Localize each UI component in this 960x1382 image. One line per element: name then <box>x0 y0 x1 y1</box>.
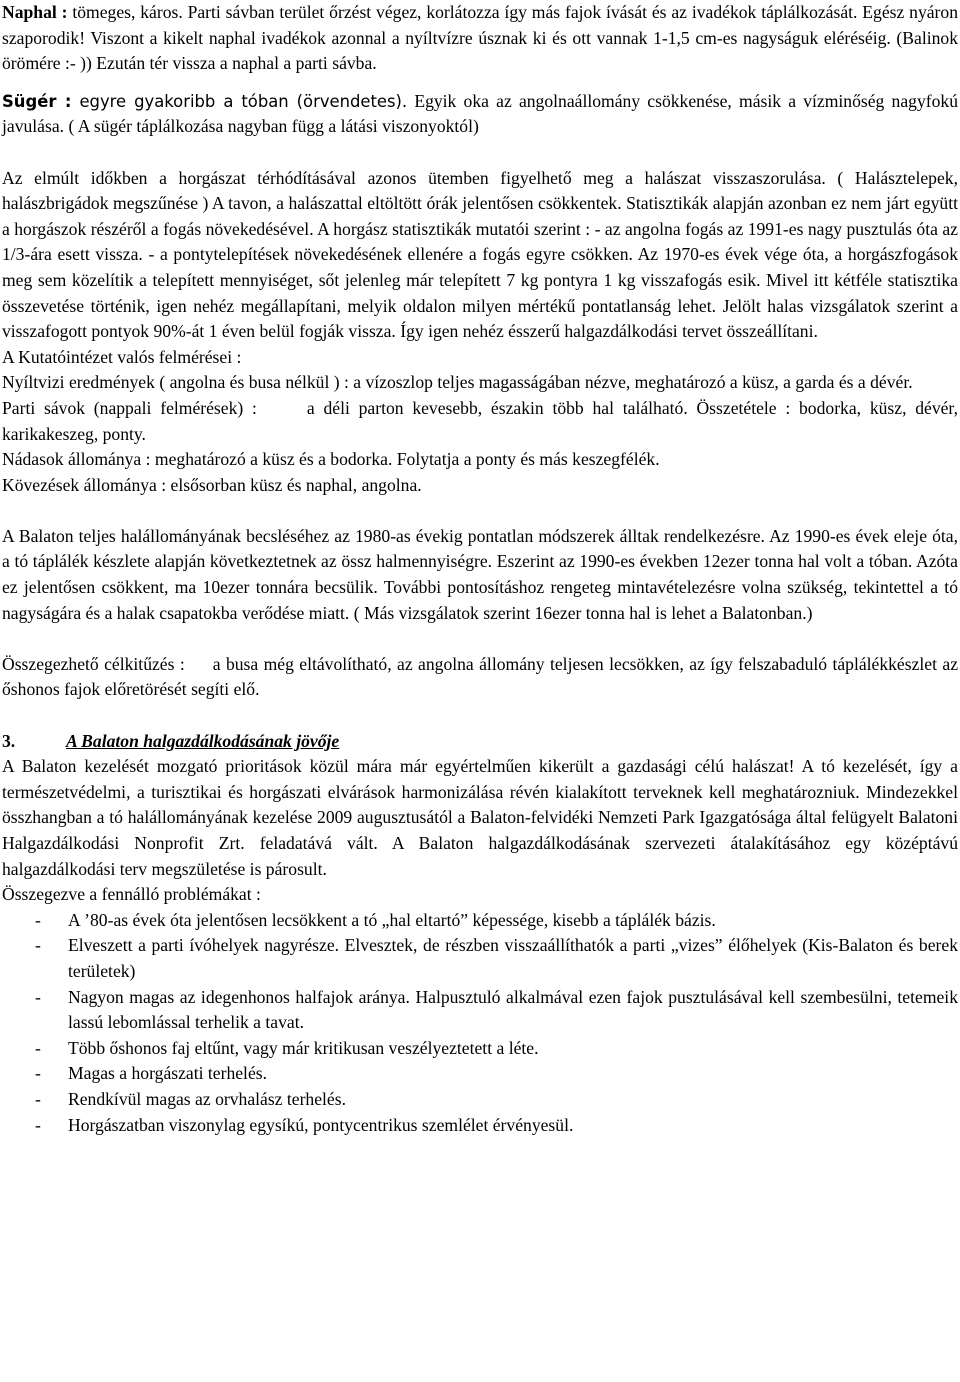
kutato-title: A Kutatóintézet valós felmérései : <box>2 346 242 367</box>
list-item: - Több őshonos faj eltűnt, vagy már kritikusan veszélyeztetett a léte. <box>2 1036 958 1062</box>
paragraph-suger <box>2 89 958 140</box>
suger-text: Egyik oka az angolnaállomány csökkenése, másik a vízminőség nagyfokú javulása. ( A sügér táplálkozása nagyban függ a látási viszonyoktól) <box>2 90 958 137</box>
list-marker: - <box>35 909 41 930</box>
species-label-suger: Sügér : <box>2 91 72 111</box>
parti-text: a déli parton kevesebb, északin több hal található. Összetétele : bodorka, küsz, dévér, karikakeszeg, ponty. <box>2 397 958 444</box>
kutato-parti <box>2 396 958 447</box>
species-label-naphal: Naphal : <box>2 2 68 22</box>
list-item: - Rendkívül magas az orvhalász terhelés. <box>2 1087 958 1113</box>
section-number: 3. <box>2 730 16 751</box>
paragraph-horgaszat: Az elmúlt időkben a horgászat térhódításával azonos ütemben figyelhető meg a halászat visszaszorulása. ( Halásztelepek, halászbrigádok megszűnése ) A tavon, a halászattal eltöltött órák jelentősen csökkentek. Statisztikák alapján azonban ez nem járt együtt a horgászok részéről a fogás növekedésével. A horgász statisztikák mutatói szerint : - az angolna fogás az 1991-es nagy pusztulás óta az 1/3-ára esett vissza. - a pontytelepítések növekedésének ellenére a fogás egyre csökken. Az 1970-es évek vége óta, a horgászfogások meg sem közelítik a telepített mennyiséget, sőt jelenleg már telepített 7 kg pontyra 1 kg visszafogás esik. Mivel itt kétféle statisztika összevetése történik, igen nehéz megállapítani, melyik oldalon milyen mértékű pontatlanság lehet. Jelölt halas vizsgálatok szerint a visszafogott pontyok 90%-át 1 éven belül fogják vissza. Így igen nehéz ésszerű halgazdálkodási tervet összeállítani. <box>2 167 958 342</box>
paragraph-celkituzes <box>2 652 958 703</box>
suger-sans-text: egyre gyakoribb a tóban (örvendetes). <box>71 91 408 111</box>
list-marker: - <box>35 1037 41 1058</box>
paragraph-naphal <box>2 0 958 77</box>
list-item: - Elveszett a parti ívóhelyek nagyrésze. Elvesztek, de részben visszaállíthatók a parti „vizes” élőhelyek (Kis-Balaton és berek területek) <box>35 935 958 981</box>
list-marker: - <box>35 1088 41 1109</box>
list-item: - Magas a horgászati terhelés. <box>2 1061 958 1087</box>
naphal-text: tömeges, káros. Parti sávban terület őrzést végez, korlátozza így más fajok ívását és az ivadékok táplálkozását. Egész nyáron szaporodik! Viszont a kikelt naphal ivadékok azonnal a nyíltvízre úsznak ki és ott vannak 1-1,5 cm-es nagyságuk eléréséig. (Balinok örömére :- )) Ezután tér vissza a naphal a parti sávba. <box>2 2 959 74</box>
paragraph-kezeles: A Balaton kezelését mozgató prioritások közül mára már egyértelműen kikerült a gazdasági célú halászat! A tó kezelését, így a természetvédelmi, a turisztikai és horgászati elvárások harmonizálása révén kialakított terveknek kell meghatározniuk. Mindezekkel összhangban a tó halállományának kezelése 2009 augusztusától a Balaton-felvidéki Nemzeti Park Igazgatósága által felügyelt Balatoni Halgazdálkodási Nonprofit Zrt. feladatává vált. A Balaton halgazdálkodásának szervezeti átalakításához egy középtávú halgazdálkodási terv megszületése is párosult. <box>2 756 958 879</box>
celkituzes-label: Összegezhető célkitűzés : <box>2 653 185 674</box>
section-title: A Balaton halgazdálkodásának jövője <box>66 730 340 751</box>
celkituzes-text: a busa még eltávolítható, az angolna állomány teljesen lecsökken, az így felszabaduló táplálékkészlet az őshonos fajok előretörését segíti elő. <box>2 653 958 700</box>
list-marker: - <box>35 935 41 956</box>
list-marker: - <box>35 986 41 1007</box>
list-item: - A ’80-as évek óta jelentősen lecsökkent a tó „hal eltartó” képessége, kisebb a táplálék bázis. <box>2 908 958 934</box>
kutato-kovezesek: Kövezések állománya : elsősorban küsz és naphal, angolna. <box>2 474 422 495</box>
paragraph-becsles: A Balaton teljes halállományának becsléséhez az 1980-as évekig pontatlan módszerek álltak rendelkezésre. Az 1990-es évek eleje óta, a tó táplálék készlete alapján következtetnek az össz halmennyiségre. Eszerint az 1990-es években 12ezer tonna hal volt a tóban. Azóta ez jelentősen csökkent, ma 10ezer tonnára becsülik. További pontosításhoz rengeteg mintavételezésre volna szükség, tekintettel a tó nagyságára és a halak csapatokba verődése miatt. ( Más vizsgálatok szerint 16ezer tonna hal is lehet a Balatonban.) <box>2 525 958 623</box>
list-marker: - <box>35 1114 41 1135</box>
kutato-nadasok: Nádasok állománya : meghatározó a küsz és a bodorka. Folytatja a ponty és más keszegfélék. <box>2 449 660 470</box>
problems-list <box>2 908 958 1138</box>
list-marker: - <box>35 1063 41 1084</box>
list-item: - Nagyon magas az idegenhonos halfajok aránya. Halpusztuló alkalmával ezen fajok pusztulásával kell szembesülni, tetemeik lassú lebomlással terhelik a tavat. <box>35 986 958 1033</box>
kutato-nyiltvizi: Nyíltvizi eredmények ( angolna és busa nélkül ) : a vízoszlop teljes magasságában nézve, meghatározó a küsz, a garda és a dévér. <box>2 372 913 393</box>
section-heading <box>2 729 958 755</box>
parti-label: Parti sávok (nappali felmérések) : <box>2 397 257 418</box>
problems-intro: Összegezve a fennálló problémákat : <box>2 884 261 905</box>
list-item: - Horgászatban viszonylag egysíkú, pontycentrikus szemlélet érvényesül. <box>2 1113 958 1139</box>
